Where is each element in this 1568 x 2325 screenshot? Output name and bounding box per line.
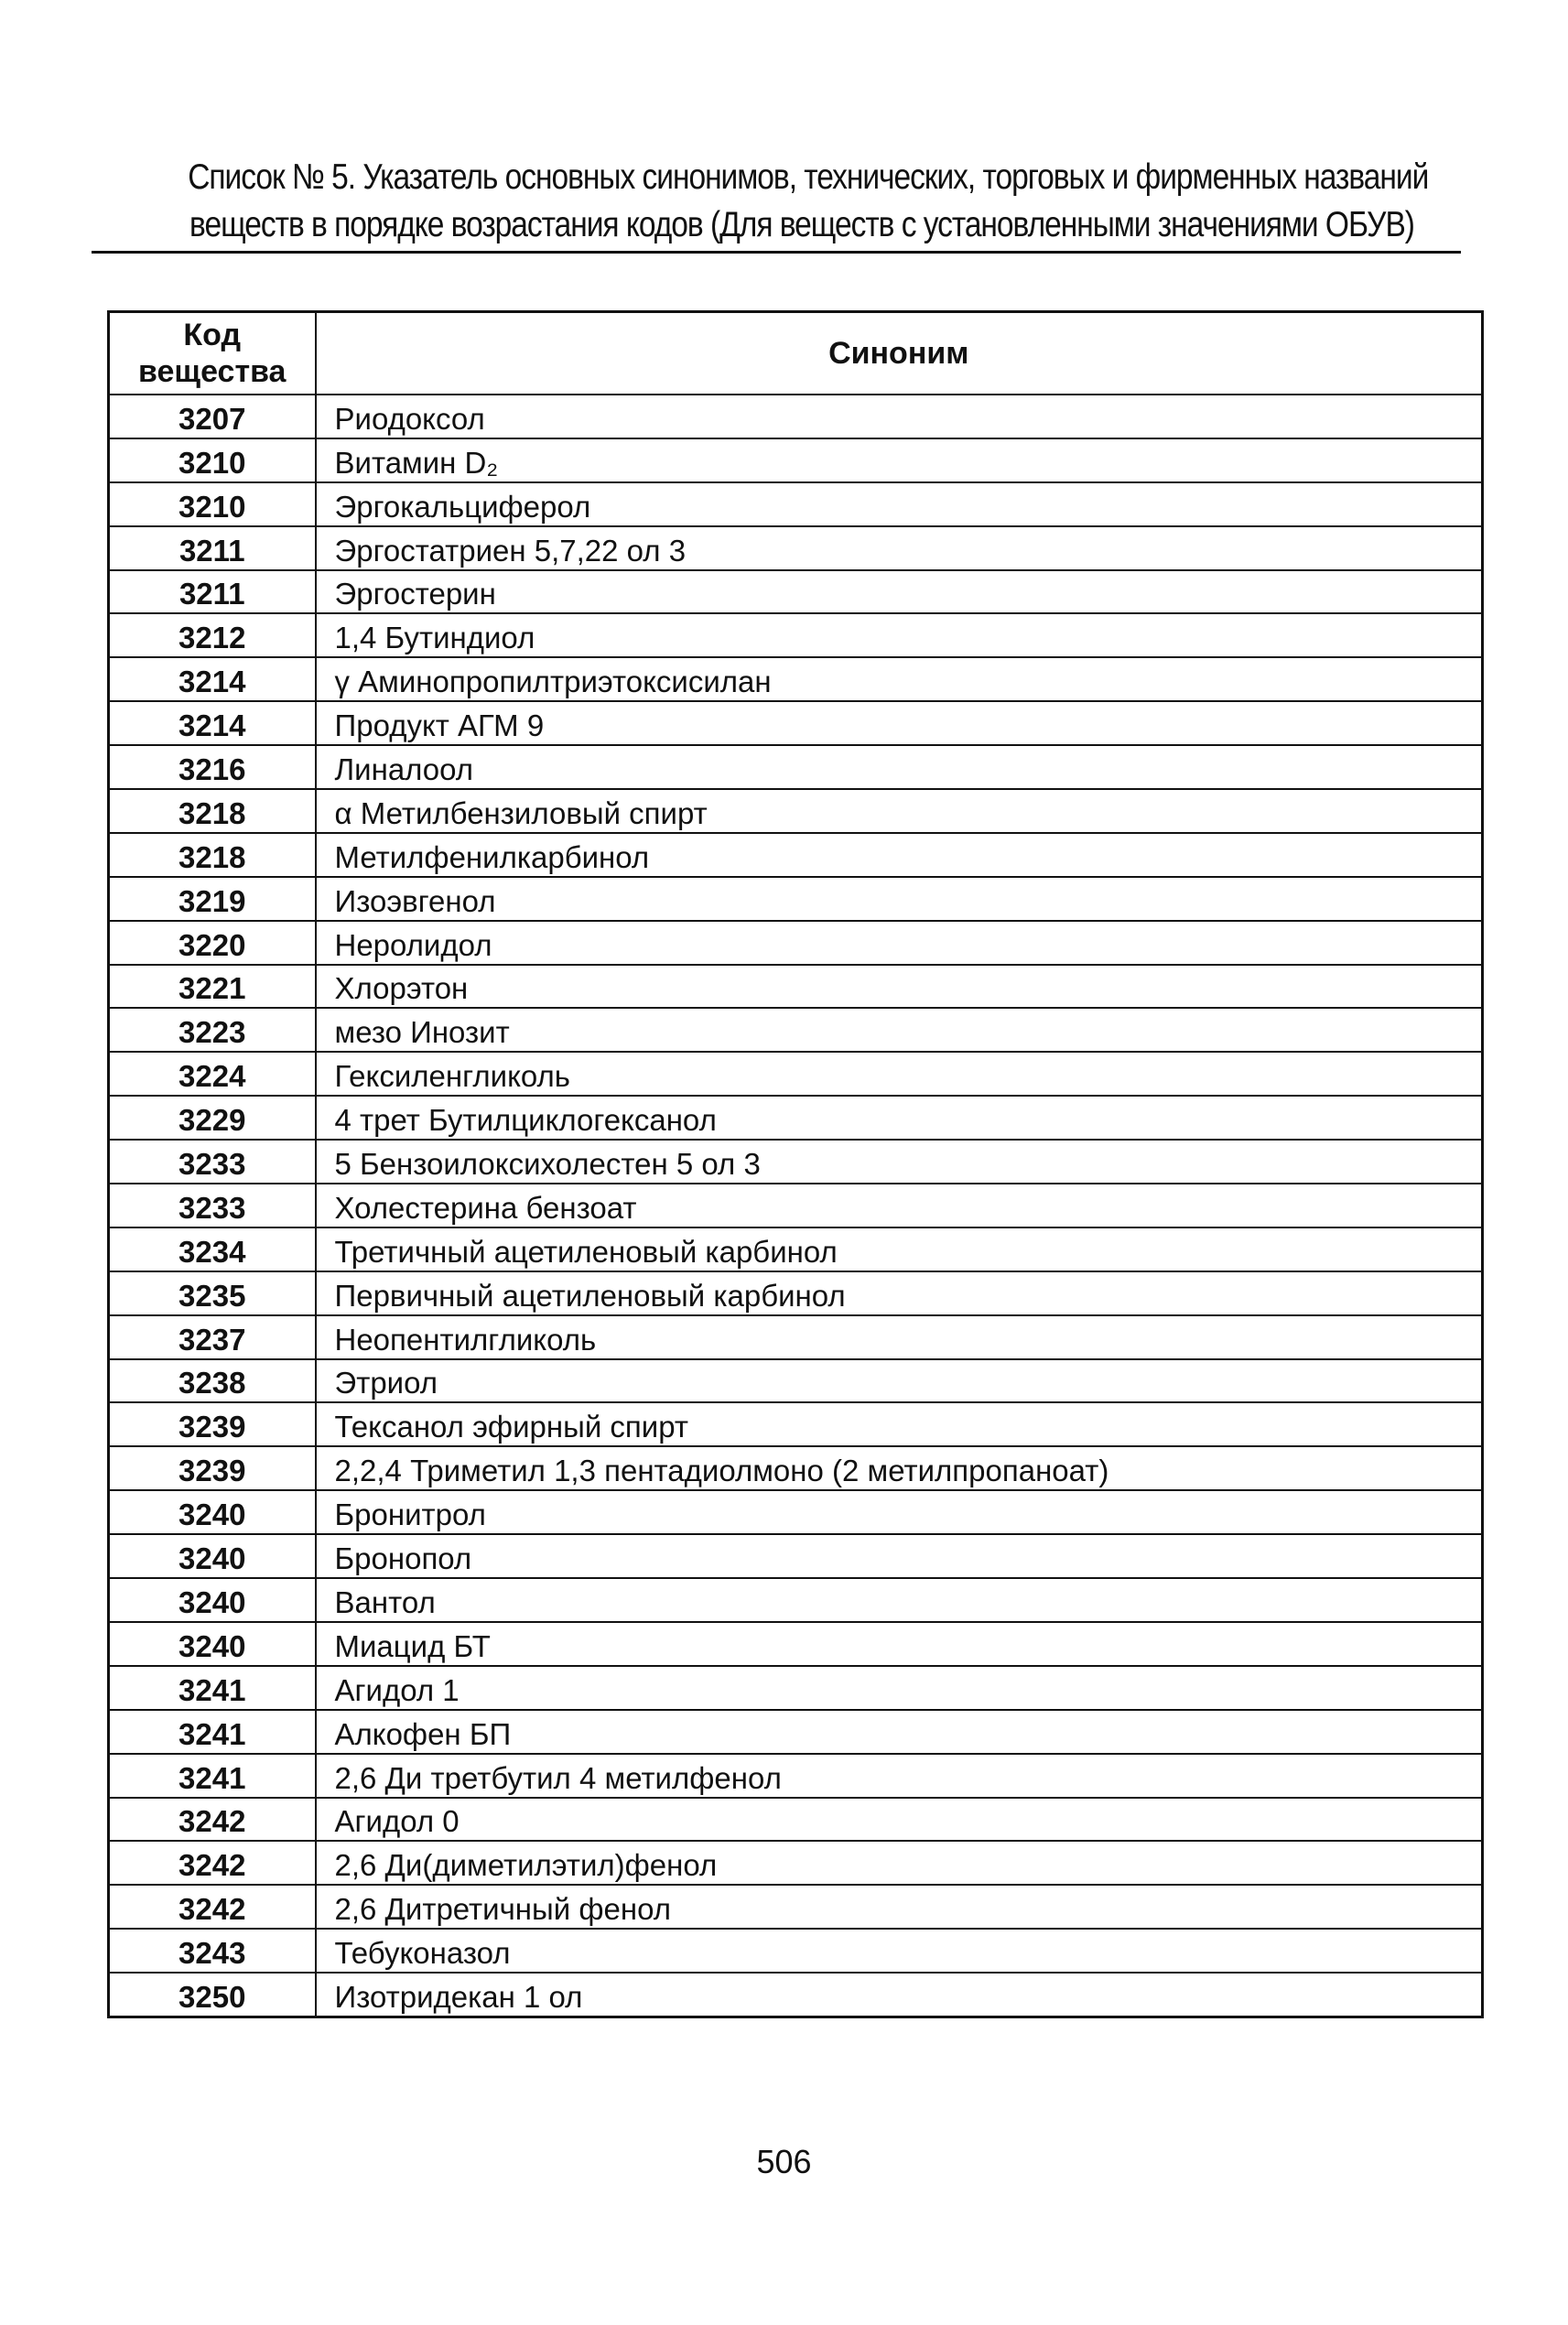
substance-code-cell: 3241 <box>109 1710 316 1754</box>
page-title-line-1: Список № 5. Указатель основных синонимов, технических, торговых и фирменных названий <box>188 157 1429 197</box>
synonym-cell: Агидол 0 <box>316 1798 1483 1842</box>
table-row <box>109 833 1483 877</box>
substance-code-cell: 3243 <box>109 1929 316 1973</box>
table-row <box>109 1008 1483 1052</box>
synonym-cell: Неопентилгликоль <box>316 1315 1483 1359</box>
substance-code-cell: 3240 <box>109 1490 316 1534</box>
synonym-cell: 1,4 Бутиндиол <box>316 613 1483 657</box>
synonym-cell: Продукт АГМ 9 <box>316 701 1483 745</box>
synonym-cell: Линалоол <box>316 745 1483 789</box>
synonym-cell: Первичный ацетиленовый карбинол <box>316 1271 1483 1315</box>
substance-code-cell: 3238 <box>109 1359 316 1403</box>
substance-code-cell: 3241 <box>109 1666 316 1710</box>
synonym-cell: Бронопол <box>316 1534 1483 1578</box>
table-row <box>109 482 1483 526</box>
synonym-cell: Вантол <box>316 1578 1483 1622</box>
table-row <box>109 1271 1483 1315</box>
table-row <box>109 1710 1483 1754</box>
synonym-cell: Эргокальциферол <box>316 482 1483 526</box>
synonym-table <box>107 310 1484 2018</box>
substance-code-cell: 3239 <box>109 1446 316 1490</box>
substance-code-cell: 3233 <box>109 1184 316 1227</box>
synonym-cell: Изотридекан 1 ол <box>316 1973 1483 2017</box>
substance-code-cell: 3218 <box>109 789 316 833</box>
substance-code-cell: 3214 <box>109 657 316 701</box>
page-title <box>188 154 1429 249</box>
synonym-cell: Тексанол эфирный спирт <box>316 1402 1483 1446</box>
table-row <box>109 1227 1483 1271</box>
synonym-cell: Миацид БТ <box>316 1622 1483 1666</box>
substance-code-cell: 3214 <box>109 701 316 745</box>
substance-code-cell: 3212 <box>109 613 316 657</box>
synonym-cell: Неролидол <box>316 921 1483 965</box>
column-header-synonym: Синоним <box>316 312 1483 395</box>
substance-code-cell: 3234 <box>109 1227 316 1271</box>
title-divider <box>92 251 1461 254</box>
substance-code-cell: 3233 <box>109 1140 316 1184</box>
table-row <box>109 701 1483 745</box>
substance-code-cell: 3219 <box>109 877 316 921</box>
synonym-cell: Метилфенилкарбинол <box>316 833 1483 877</box>
substance-code-cell: 3218 <box>109 833 316 877</box>
table-row <box>109 1666 1483 1710</box>
synonym-cell: Алкофен БП <box>316 1710 1483 1754</box>
table-row <box>109 1184 1483 1227</box>
substance-code-cell: 3223 <box>109 1008 316 1052</box>
synonym-cell: Риодоксол <box>316 395 1483 438</box>
synonym-cell: 2,6 Ди(диметилэтил)фенол <box>316 1841 1483 1885</box>
table-row <box>109 395 1483 438</box>
table-row <box>109 1052 1483 1096</box>
synonym-cell: γ Аминопропилтриэтоксисилан <box>316 657 1483 701</box>
table-row <box>109 438 1483 482</box>
substance-code-cell: 3210 <box>109 438 316 482</box>
substance-code-cell: 3242 <box>109 1885 316 1929</box>
substance-code-cell: 3241 <box>109 1754 316 1798</box>
substance-code-cell: 3216 <box>109 745 316 789</box>
substance-code-cell: 3235 <box>109 1271 316 1315</box>
synonym-cell: Гексиленгликоль <box>316 1052 1483 1096</box>
synonym-cell: Изоэвгенол <box>316 877 1483 921</box>
substance-code-cell: 3207 <box>109 395 316 438</box>
table-row <box>109 965 1483 1009</box>
table-body <box>109 395 1483 2017</box>
table-row <box>109 877 1483 921</box>
synonym-cell: Холестерина бензоат <box>316 1184 1483 1227</box>
table-row <box>109 745 1483 789</box>
table-row <box>109 657 1483 701</box>
column-header-code-line-2: вещества <box>138 354 287 389</box>
column-header-code-line-1: Код <box>183 318 242 352</box>
page-title-line-2: веществ в порядке возрастания кодов (Для веществ с установленными значениями ОБУВ) <box>189 205 1414 244</box>
synonym-cell: Витамин D₂ <box>316 438 1483 482</box>
substance-code-cell: 3221 <box>109 965 316 1009</box>
table-row <box>109 1929 1483 1973</box>
table-row <box>109 570 1483 614</box>
substance-code-cell: 3242 <box>109 1798 316 1842</box>
table-row <box>109 1798 1483 1842</box>
table-row <box>109 526 1483 570</box>
synonym-cell: Тебуконазол <box>316 1929 1483 1973</box>
table-row <box>109 1973 1483 2017</box>
synonym-cell: 2,2,4 Триметил 1,3 пентадиолмоно (2 метилпропаноат) <box>316 1446 1483 1490</box>
table-row <box>109 1534 1483 1578</box>
synonym-cell: Третичный ацетиленовый карбинол <box>316 1227 1483 1271</box>
page-number: 506 <box>756 2143 812 2180</box>
table-row <box>109 1841 1483 1885</box>
synonym-cell: 2,6 Дитретичный фенол <box>316 1885 1483 1929</box>
synonym-cell: α Метилбензиловый спирт <box>316 789 1483 833</box>
table-row <box>109 1446 1483 1490</box>
synonym-cell: Эргостатриен 5,7,22 ол 3 <box>316 526 1483 570</box>
table-row <box>109 1754 1483 1798</box>
table-row <box>109 1140 1483 1184</box>
table-row <box>109 1315 1483 1359</box>
synonym-cell: Агидол 1 <box>316 1666 1483 1710</box>
substance-code-cell: 3224 <box>109 1052 316 1096</box>
substance-code-cell: 3220 <box>109 921 316 965</box>
table-row <box>109 1359 1483 1403</box>
substance-code-cell: 3211 <box>109 526 316 570</box>
synonym-cell: Хлорэтон <box>316 965 1483 1009</box>
column-header-code <box>109 312 316 395</box>
substance-code-cell: 3211 <box>109 570 316 614</box>
synonym-cell: Бронитрол <box>316 1490 1483 1534</box>
synonym-cell: Эргостерин <box>316 570 1483 614</box>
substance-code-cell: 3210 <box>109 482 316 526</box>
table-row <box>109 1578 1483 1622</box>
substance-code-cell: 3240 <box>109 1578 316 1622</box>
table-row <box>109 1402 1483 1446</box>
substance-code-cell: 3239 <box>109 1402 316 1446</box>
table-header-row <box>109 312 1483 395</box>
synonym-cell: 4 трет Бутилциклогексанол <box>316 1096 1483 1140</box>
synonym-cell: мезо Инозит <box>316 1008 1483 1052</box>
synonym-cell: 2,6 Ди третбутил 4 метилфенол <box>316 1754 1483 1798</box>
substance-code-cell: 3237 <box>109 1315 316 1359</box>
synonym-cell: 5 Бензоилоксихолестен 5 ол 3 <box>316 1140 1483 1184</box>
substance-code-cell: 3240 <box>109 1534 316 1578</box>
substance-code-cell: 3229 <box>109 1096 316 1140</box>
synonym-cell: Этриол <box>316 1359 1483 1403</box>
table-row <box>109 1096 1483 1140</box>
table-row <box>109 921 1483 965</box>
table-row <box>109 1490 1483 1534</box>
table-row <box>109 613 1483 657</box>
table-row <box>109 789 1483 833</box>
substance-code-cell: 3250 <box>109 1973 316 2017</box>
table-row <box>109 1885 1483 1929</box>
table-row <box>109 1622 1483 1666</box>
substance-code-cell: 3242 <box>109 1841 316 1885</box>
substance-code-cell: 3240 <box>109 1622 316 1666</box>
